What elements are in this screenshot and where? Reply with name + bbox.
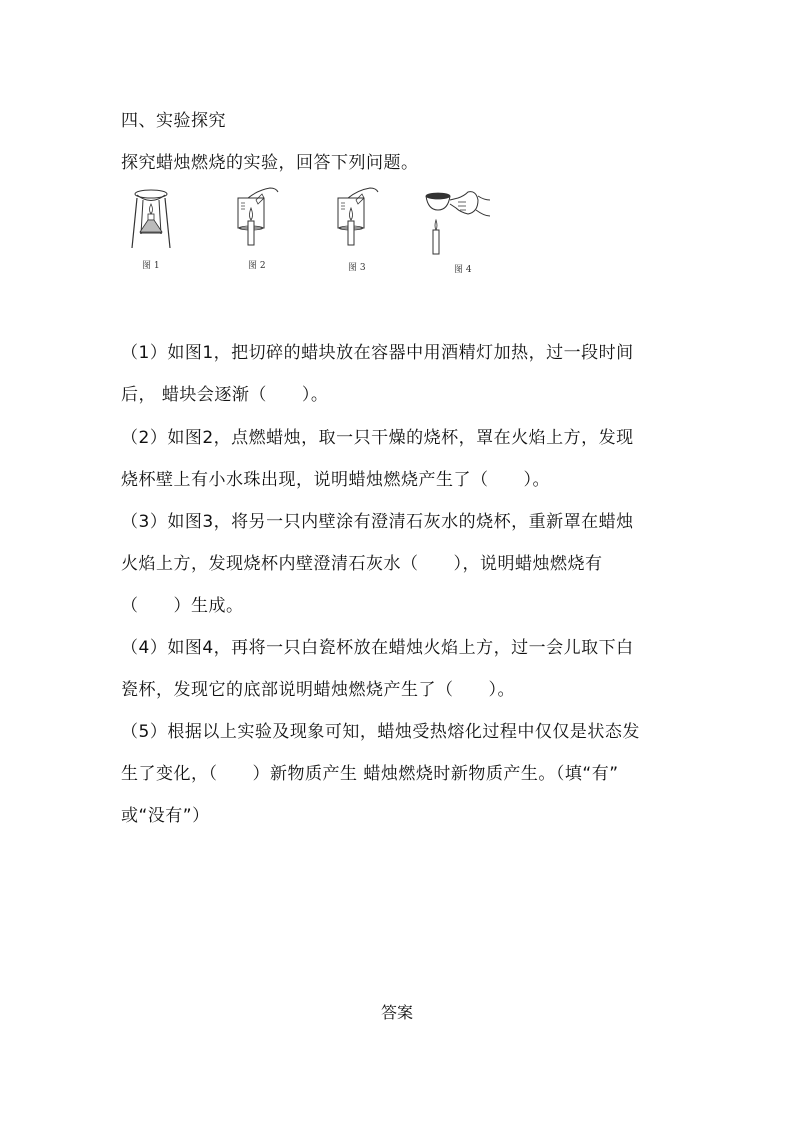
question-5-line-1: （5）根据以上实验及现象可知，蜡烛受热熔化过程中仅仅是状态发 (121, 722, 640, 742)
figure-2 (236, 186, 280, 271)
question-4-line-2: 瓷杯，发现它的底部说明蜡烛燃烧产生了（ ）。 (121, 680, 515, 700)
section-intro: 探究蜡烛燃烧的实验，回答下列问题。 (121, 153, 419, 173)
limewater-beaker-over-candle-icon (336, 186, 380, 252)
question-3-line-1: （3）如图3，将另一只内壁涂有澄清石灰水的烧杯，重新罩在蜡烛 (121, 512, 634, 532)
figure-strip (128, 186, 508, 276)
question-3-line-2: 火焰上方，发现烧杯内壁澄清石灰水（ ），说明蜡烛燃烧有 (121, 554, 603, 574)
figure-2-caption: 图 2 (248, 261, 266, 271)
question-5-line-2: 生了变化，（ ）新物质产生 蜡烛燃烧时新物质产生。（填“有” (121, 764, 619, 784)
alcohol-lamp-tripod-icon (128, 186, 174, 252)
section-title: 四、实验探究 (121, 111, 226, 131)
question-1-line-2: 后， 蜡块会逐渐（ ）。 (121, 385, 329, 405)
figure-1-caption: 图 1 (142, 261, 160, 271)
question-1-line-1: （1）如图1，把切碎的蜡块放在容器中用酒精灯加热，过一段时间 (121, 343, 634, 363)
beaker-over-candle-icon (236, 186, 280, 252)
figure-3 (336, 186, 380, 273)
question-3-line-3: （ ）生成。 (121, 596, 244, 616)
question-2-line-2: 烧杯壁上有小水珠出现，说明蜡烛燃烧产生了（ ）。 (121, 470, 550, 490)
answer-heading: 答案 (381, 1003, 414, 1022)
question-2-line-1: （2）如图2，点燃蜡烛，取一只干燥的烧杯，罩在火焰上方，发现 (121, 428, 634, 448)
question-5-line-3: 或“没有”） (121, 806, 210, 826)
figure-4-caption: 图 4 (454, 265, 472, 275)
porcelain-cup-over-candle-icon (424, 186, 492, 256)
figure-4 (424, 186, 492, 275)
question-4-line-1: （4）如图4，再将一只白瓷杯放在蜡烛火焰上方，过一会儿取下白 (121, 638, 634, 658)
figure-1 (128, 186, 174, 271)
figure-3-caption: 图 3 (348, 263, 366, 273)
